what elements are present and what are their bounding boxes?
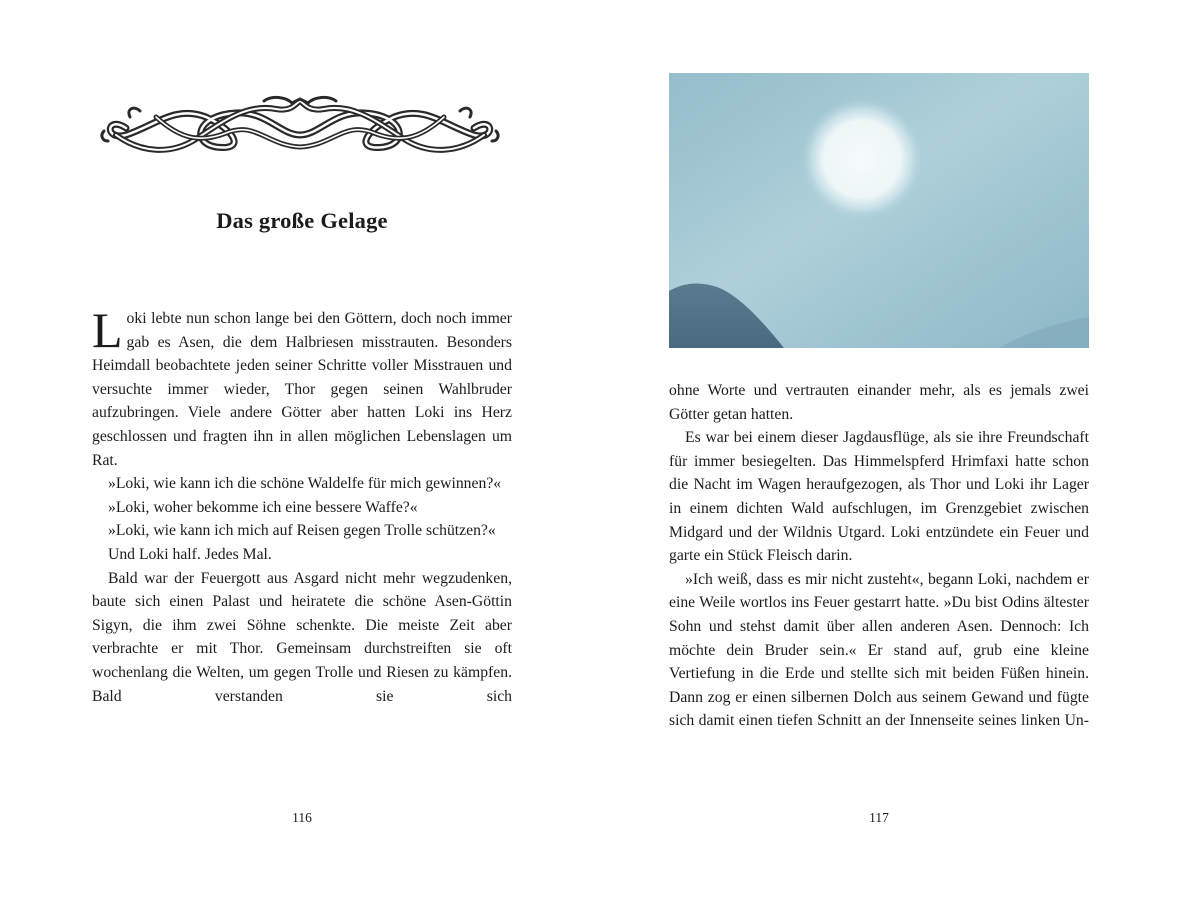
moon-sky-illustration [669, 73, 1089, 348]
paragraph: »Loki, wie kann ich die schöne Waldelfe für mich gewinnen?« [108, 475, 502, 493]
paragraph: »Loki, wie kann ich mich auf Reisen gegen Trolle schützen?« [108, 522, 496, 540]
left-page-body [92, 302, 512, 708]
drop-cap: L [92, 302, 123, 358]
right-page [590, 0, 1181, 919]
left-page [0, 0, 590, 919]
paragraph: Bald war der Feuergott aus Asgard nicht mehr wegzudenken, baute sich einen Palast und heiratete die schöne Asen-Göttin Sigyn, die ihm zwei Söhne schenkte. Die meiste Zeit aber verbrachte er mit Thor. Gemeinsam durchstreiften sie oft wochenlang die Welten, um gegen Trolle und Riesen zu kämpfen. Bald verstanden sie sich [92, 569, 512, 705]
chapter-title: Das große Gelage [216, 208, 388, 233]
moon [800, 97, 924, 221]
paragraph: »Ich weiß, dass es mir nicht zusteht«, begann Loki, nachdem er eine Weile wortlos ins Feuer gestarrt hatte. »Du bist Odins ältester Sohn und stehst damit über allen anderen Asen. Dennoch: Ich möchte dein Bruder sein.« Er stand auf, grub eine kleine Vertiefung in die Erde und stellte sich mit beiden Füßen hinein. Dann zog er einen silbernen Dolch aus seinem Gewand und fügte sich damit einen tiefen Schnitt an der Innenseite seines linken Un- [669, 570, 1089, 730]
knotwork-ornament [96, 95, 504, 161]
paragraph: Es war bei einem dieser Jagdausflüge, als sie ihre Freundschaft für immer besiegelten. Das Himmelspferd Hrimfaxi hatte schon die Nacht im Wagen heraufgezogen, als Thor und Loki ihr Lager in einem dichten Wald aufschlugen, im Grenzgebiet zwischen Midgard und der Wildnis Utgard. Loki entzündete ein Feuer und garte ein Stück Fleisch darin. [669, 429, 1089, 565]
paragraph: »Loki, woher bekomme ich eine bessere Waffe?« [108, 498, 418, 516]
right-page-body [669, 379, 1089, 733]
page-number: 116 [292, 810, 312, 825]
paragraph [92, 302, 512, 472]
paragraph: ohne Worte und vertrauten einander mehr, als es jemals zwei Götter getan hatten. [669, 382, 1089, 423]
paragraph-text: oki lebte nun schon lange bei den Göttern, doch noch immer gab es Asen, die dem Halbriesen misstrauten. Besonders Heimdall beobachtete jeden seiner Schritte voller Misstrauen und versuchte immer wieder, Thor gegen seinen Wahlbruder aufzubringen. Viele andere Götter aber hatten Loki ins Herz geschlossen und fragten ihn in allen möglichen Lebenslagen um Rat. [92, 310, 512, 469]
paragraph: Und Loki half. Jedes Mal. [108, 545, 272, 563]
page-number: 117 [869, 810, 889, 825]
